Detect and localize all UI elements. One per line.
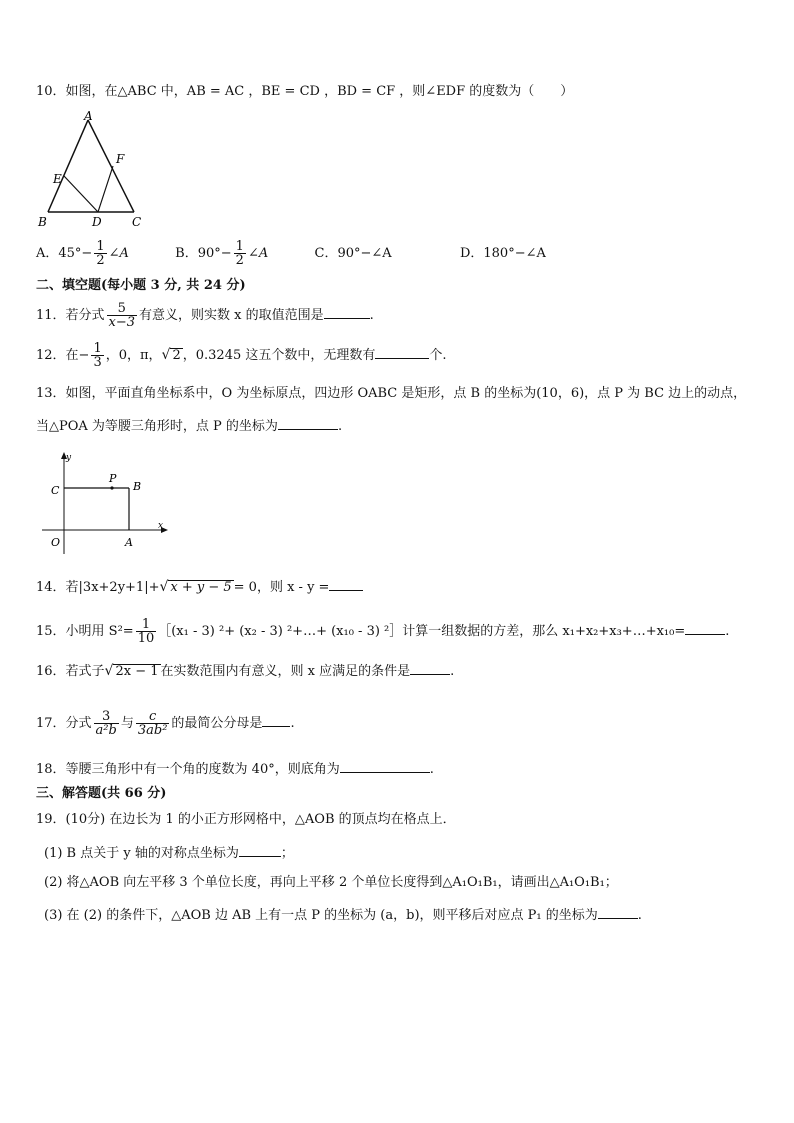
q19-part1: (1) B 点关于 y 轴的对称点坐标为 ；	[44, 846, 294, 861]
q13-answer-blank[interactable]	[278, 417, 338, 430]
label-F: F	[116, 152, 125, 166]
option-a[interactable]: A．45°− $\frac{1}{2}$ ∠A	[36, 239, 129, 268]
q14-answer-blank[interactable]	[329, 578, 363, 591]
section-2-heading: 二、填空题(每小题 3 分, 共 24 分)	[36, 278, 246, 293]
label-O: O	[51, 536, 61, 549]
q11: 11．若分式 $\frac{5}{x-3}$ 有意义，则实数 x 的取值范围是 .	[36, 301, 374, 330]
q10-options	[36, 240, 546, 267]
label-B: B	[38, 215, 47, 229]
option-b[interactable]: B．90°− $\frac{1}{2}$ ∠A	[175, 239, 269, 268]
label-D: D	[92, 215, 102, 229]
q19-stem: 19．(10分) 在边长为 1 的小正方形网格中，△AOB 的顶点均在格点上．	[36, 812, 456, 827]
label-B: B	[133, 480, 142, 493]
label-E: E	[53, 172, 62, 186]
q12-answer-blank[interactable]	[375, 346, 429, 359]
q18: 18．等腰三角形中有一个角的度数为 40°，则底角为 .	[36, 762, 434, 777]
q17-answer-blank[interactable]	[262, 714, 290, 727]
q18-answer-blank[interactable]	[340, 760, 430, 773]
q16: 16．若式子√ 2x − 1 在实数范围内有意义，则 x 应满足的条件是 .	[36, 663, 455, 679]
q19-part3-blank[interactable]	[598, 906, 638, 919]
q13-line2: 当△POA 为等腰三角形时，点 P 的坐标为 .	[36, 419, 343, 434]
q15: 15．小明用 S²= $\frac{1}{10}$ ［(x₁ - 3) ²+ (x₂ - 3) ²+…+ (x₁₀ - 3) ²］计算一组数据的方差，那么 x₁+x₂+x₃+…+x₁₀= .	[36, 617, 730, 646]
q17: 17．分式 $\frac{3}{\text{a²b}}$ 与 $\frac{c}{\text{3ab²}}$ 的最简公分母是 .	[36, 709, 295, 738]
q16-answer-blank[interactable]	[410, 662, 450, 675]
label-C: C	[51, 484, 60, 497]
option-d[interactable]: D．180°−∠A	[459, 246, 546, 261]
q10-stem: 10．如图，在△ABC 中，AB = AC ，BE = CD ，BD = CF ，则∠EDF 的度数为（ ）	[36, 84, 574, 99]
label-C: C	[132, 215, 142, 229]
label-P: P	[109, 472, 117, 485]
section-3-heading: 三、解答题(共 66 分)	[36, 786, 167, 801]
q15-answer-blank[interactable]	[685, 622, 725, 635]
option-c[interactable]: C．90°−∠A	[314, 246, 392, 261]
q10-triangle-figure	[36, 108, 146, 230]
axis-x: x	[158, 521, 164, 531]
label-A: A	[84, 109, 93, 123]
q19-part2: (2) 将△AOB 向左平移 3 个单位长度，再向上平移 2 个单位长度得到△A₁O₁B₁，请画出△A₁O₁B₁；	[44, 875, 618, 890]
q12: 12．在− $\frac{1}{3}$ ，0，π，√ 2 ，0.3245 这五个数中，无理数有 个.	[36, 341, 447, 370]
q13-line1: 13．如图，平面直角坐标系中，O 为坐标原点，四边形 OABC 是矩形，点 B 的坐标为(10，6)，点 P 为 BC 边上的动点，	[36, 386, 747, 401]
q19-part3: (3) 在 (2) 的条件下，△AOB 边 AB 上有一点 P 的坐标为 (a，b)，则平移后对应点 P₁ 的坐标为 .	[44, 908, 642, 923]
axis-y: y	[66, 453, 72, 463]
q19-part1-blank[interactable]	[239, 844, 281, 857]
q14: 14．若|3x+2y+1|+√ x + y − 5 = 0，则 x - y =	[36, 578, 363, 596]
q13-coordinate-figure	[36, 450, 176, 558]
q11-answer-blank[interactable]	[324, 306, 370, 319]
label-A: A	[125, 536, 133, 549]
